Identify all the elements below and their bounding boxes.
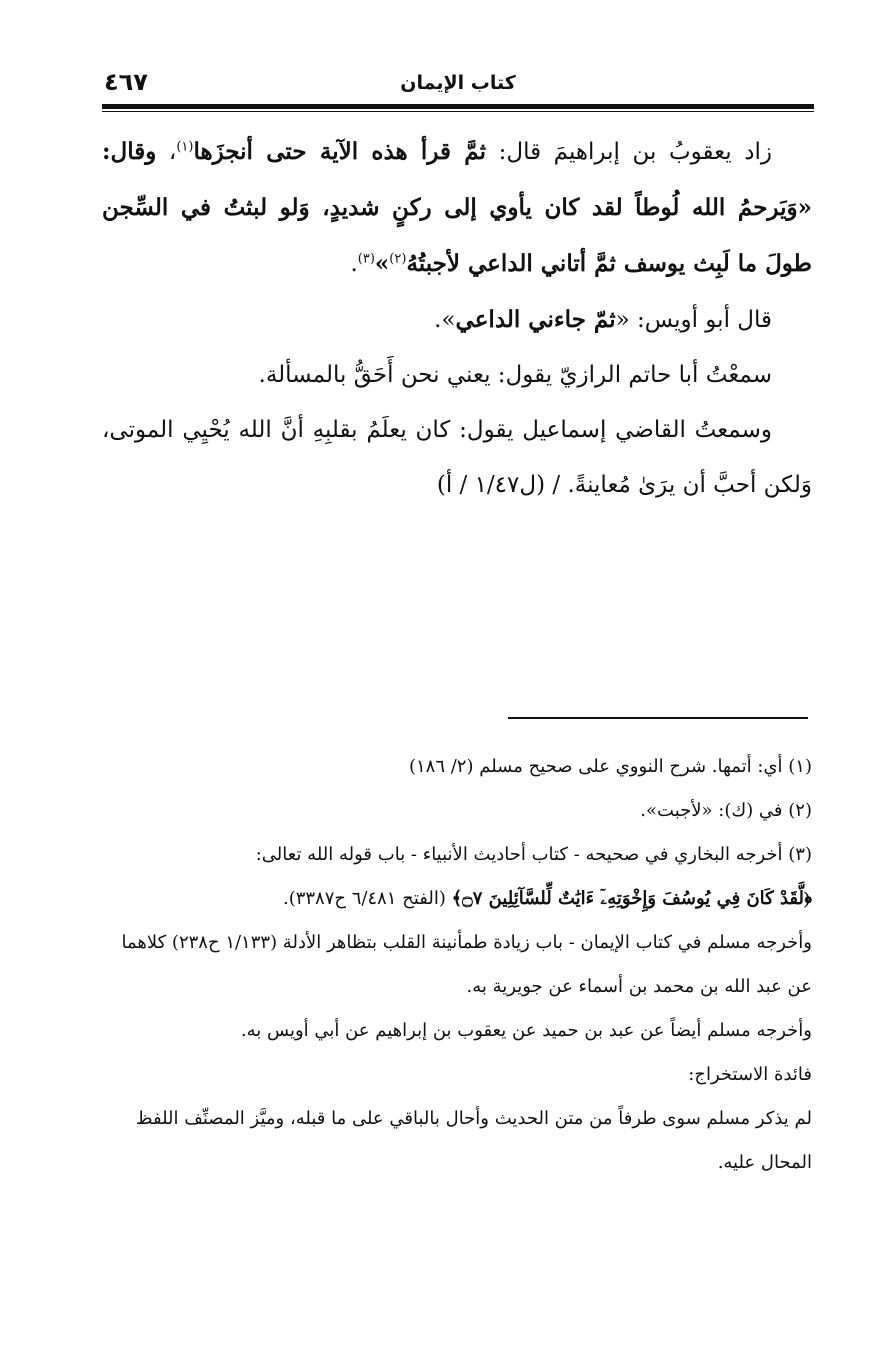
text-run: ». [434,307,456,333]
text-run: زاد يعقوبُ بن إبراهيمَ قال: [486,139,773,165]
paragraph-hadith [102,124,812,292]
text-run: (الفتح ٦/٤٨١ ح٣٣٨٧). [282,888,452,909]
footnote-3-line: (٣) أخرجه البخاري في صحيحه - كتاب أحاديث الأنبياء - باب قوله الله تعالى: [255,844,812,865]
footnote-3-quran-line [102,877,812,921]
running-header [104,68,812,100]
footnote-marker: (٣) [357,251,375,267]
header-rule-thin [102,111,814,112]
text-run-bold: وقال: [102,138,157,165]
page-number: ٤٦٧ [104,68,148,96]
footnote-3-line: لم يذكر مسلم سوى طرفاً من متن الحديث وأحال بالباقي على ما قبله، وميَّز المصنِّف اللفظ المحال عليه. [135,1108,812,1173]
text-run: قال أبو أويس: « [615,307,772,333]
main-text [102,124,812,513]
quran-verse: ﴿لَّقَدْ كَانَ فِي يُوسُفَ وَإِخْوَتِهِۦٓ ءَايَٰتٌ لِّلسَّآئِلِينَ ۝٧﴾ [451,888,812,909]
hadith-quote: «وَيَرحمُ الله لُوطاً لقد كان يأوي إلى ركنٍ شديدٍ، وَلو لبثتُ في السِّجن طولَ ما لَبِث يوسف ثمَّ أتاني الداعي لأجبتُهُ [102,194,812,277]
text-run-bold: ثمَّ قرأ هذه الآية حتى أنجزَها [193,138,487,165]
paragraph-abu-uways [102,292,812,348]
footnote-marker: (١) [176,139,194,155]
book-title: كتاب الإيمان [400,72,516,94]
header-rule-thick [102,104,814,109]
text-run: ، [156,139,177,165]
paragraph-abu-hatim: سمعْتُ أبا حاتم الرازيّ يقول: يعني نحن أَحَقُّ بالمسألة. [258,362,772,388]
quote-close: » [374,250,390,277]
paragraph-ismail: وسمعتُ القاضي إسماعيل يقول: كان يعلَمُ بقلبِهِ أنَّ الله يُحْيِي الموتى، وَلكن أحبَّ أن يرَىٰ مُعاينةً. / (ل١/٤٧ / أ) [102,417,812,498]
footnote-marker: (٢) [389,251,407,267]
footnote-3-line: فائدة الاستخراج: [688,1064,812,1085]
footnote-3-line: وأخرجه مسلم في كتاب الإيمان - باب زيادة طمأنينة القلب بتظاهر الأدلة (١/١٣٣ ح٢٣٨) كلاهما عن عبد الله بن محمد بن أسماء عن جويرية به. [121,932,812,997]
text-run-bold: ثمّ جاءني الداعي [455,306,616,333]
text-run: . [350,251,358,277]
footnote-1: (١) أي: أتمها. شرح النووي على صحيح مسلم (٢/ ١٨٦) [408,756,812,777]
footnotes [102,745,812,1185]
footnote-separator [508,717,808,719]
footnote-2: (٢) في (ك): «لأجبت». [640,800,812,821]
footnote-3-line: وأخرجه مسلم أيضاً عن عبد بن حميد عن يعقوب بن إبراهيم عن أبي أويس به. [240,1020,812,1041]
